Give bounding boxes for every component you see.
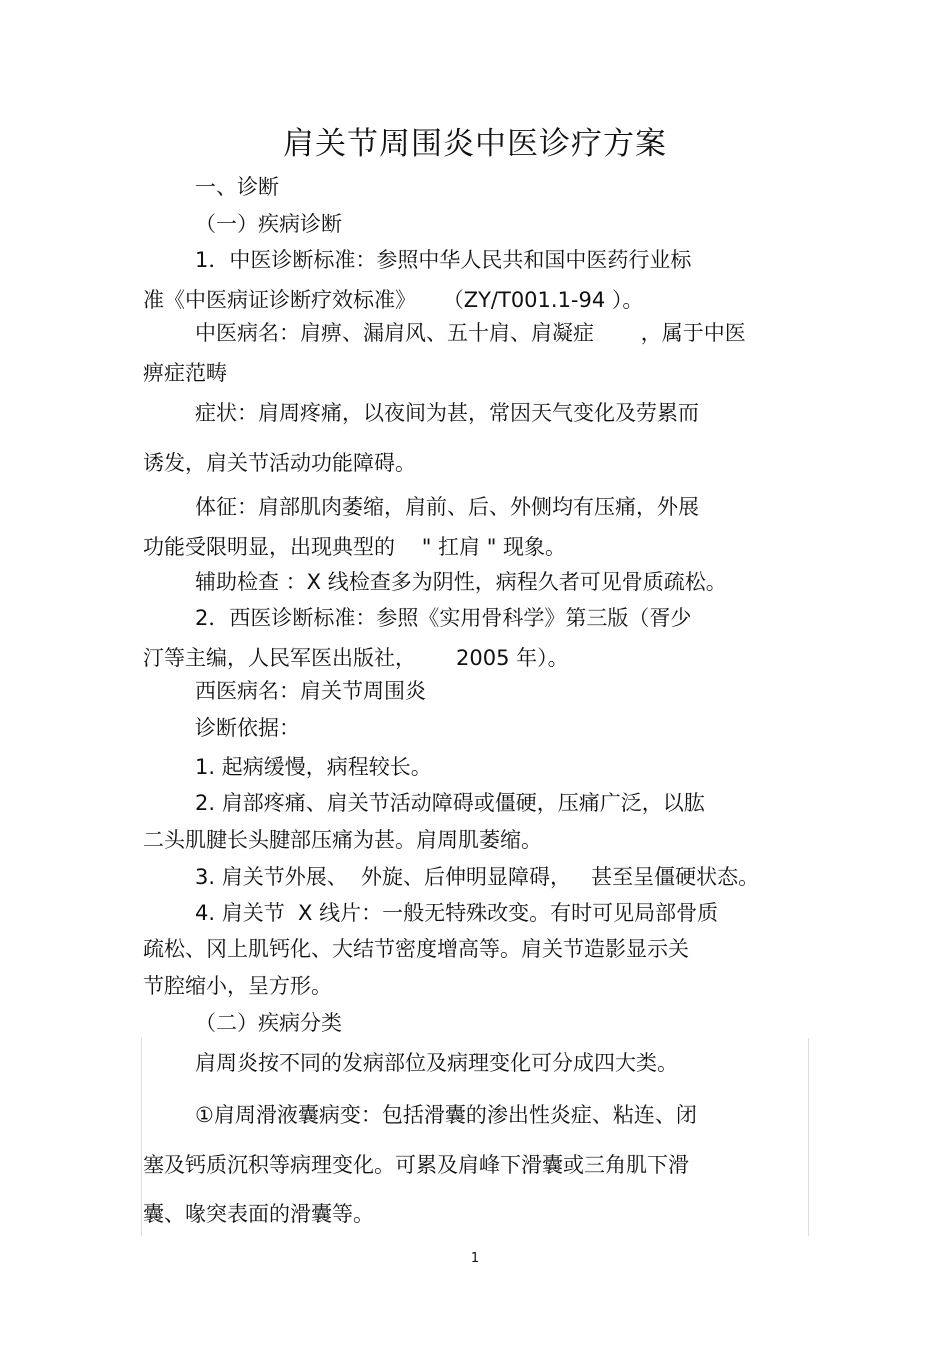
text-line: 中医病名：肩痹、漏肩风、五十肩、肩凝症 ，属于中医 — [195, 321, 746, 345]
text-line: 2．西医诊断标准：参照《实用骨科学》第三版（胥少 — [195, 606, 692, 630]
text-line: 2. 肩部疼痛、肩关节活动障碍或僵硬，压痛广泛，以肱 — [195, 791, 705, 815]
text-line: 准《中医病证诊断疗效标准》 （ZY/T001.1-94 ）。 — [143, 288, 644, 312]
text-line: （二）疾病分类 — [195, 1011, 342, 1035]
text-line: 塞及钙质沉积等病理变化。可累及肩峰下滑囊或三角肌下滑 — [143, 1153, 689, 1177]
text-line: 4. 肩关节 X 线片：一般无特殊改变。有时可见局部骨质 — [195, 901, 719, 925]
text-line: 诱发，肩关节活动功能障碍。 — [143, 451, 416, 475]
text-line: 1．中医诊断标准：参照中华人民共和国中医药行业标 — [195, 248, 692, 272]
text-line: ①肩周滑液囊病变：包括滑囊的渗出性炎症、粘连、闭 — [195, 1103, 697, 1127]
text-line: 节腔缩小，呈方形。 — [143, 974, 332, 998]
text-line: 辅助检查 ：X 线检查多为阴性，病程久者可见骨质疏松。 — [195, 570, 727, 594]
text-line: 3. 肩关节外展、 外旋、后伸明显障碍， 甚至呈僵硬状态。 — [195, 865, 760, 889]
page-number: 1 — [470, 1251, 480, 1266]
text-line: 肩周炎按不同的发病部位及病理变化可分成四大类。 — [195, 1051, 678, 1075]
text-line: 汀等主编，人民军医出版社， 2005 年）。 — [143, 646, 569, 670]
text-line: （一）疾病诊断 — [195, 212, 342, 236]
text-line: 二头肌腱长头腱部压痛为甚。肩周肌萎缩。 — [143, 828, 542, 852]
text-line: 诊断依据： — [195, 716, 300, 740]
text-line: 痹症范畴 — [143, 361, 227, 385]
text-line: 疏松、冈上肌钙化、大结节密度增高等。肩关节造影显示关 — [143, 937, 689, 961]
text-line: 功能受限明显，出现典型的 " 扛肩 " 现象。 — [143, 535, 567, 559]
text-line: 症状：肩周疼痛，以夜间为甚，常因天气变化及劳累而 — [195, 401, 699, 425]
text-line: 体征：肩部肌肉萎缩，肩前、后、外侧均有压痛，外展 — [195, 495, 699, 519]
text-line: 一、诊断 — [195, 175, 279, 199]
text-line: 西医病名：肩关节周围炎 — [195, 679, 426, 703]
text-line: 囊、喙突表面的滑囊等。 — [143, 1202, 374, 1226]
document-title: 肩关节周围炎中医诊疗方案 — [283, 126, 667, 162]
text-line: 1. 起病缓慢，病程较长。 — [195, 755, 432, 779]
